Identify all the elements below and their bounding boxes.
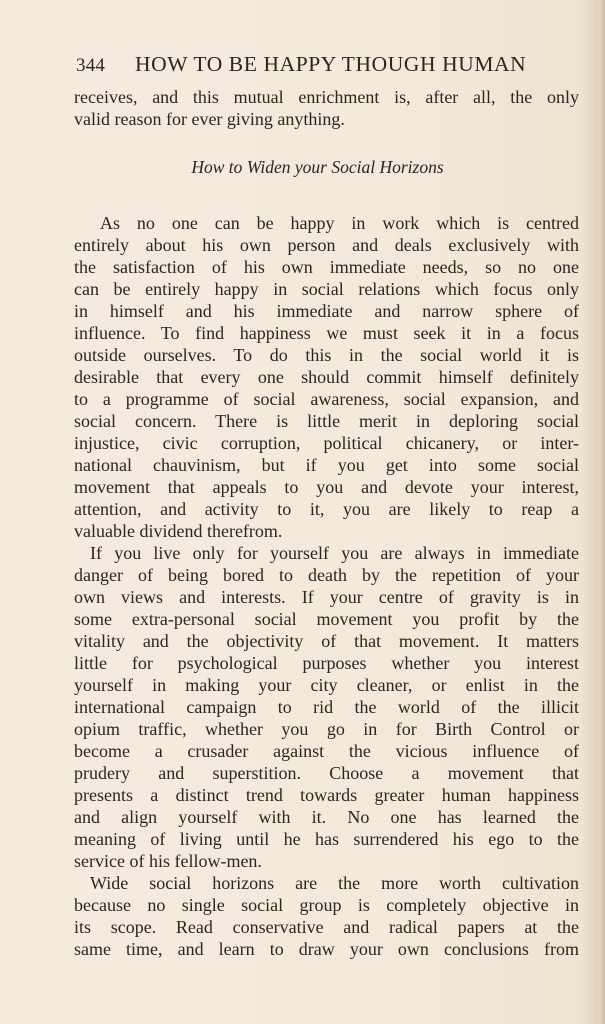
- text-line: If you live only for yourself you are always in immediate: [90, 543, 579, 563]
- heading-spacer: [74, 130, 579, 212]
- body-text: [74, 86, 579, 960]
- text-line: can be entirely happy in social relations which focus only: [74, 279, 579, 299]
- text-line: vitality and the objectivity of that movement. It matters: [74, 631, 579, 651]
- text-line: influence. To find happiness we must seek it in a focus: [74, 323, 579, 343]
- text-line: outside ourselves. To do this in the social world it is: [74, 345, 579, 365]
- page-header: [76, 52, 588, 82]
- text-line: valid reason for ever giving anything.: [74, 109, 345, 129]
- text-line: injustice, civic corruption, political chicanery, or inter-: [74, 433, 579, 453]
- text-line: service of his fellow-men.: [74, 851, 262, 871]
- text-line: in himself and his immediate and narrow sphere of: [74, 301, 579, 321]
- text-line: become a crusader against the vicious influence of: [74, 741, 579, 761]
- running-title: HOW TO BE HAPPY THOUGH HUMAN: [135, 52, 527, 76]
- text-line: and align yourself with it. No one has learned the: [74, 807, 579, 827]
- text-line: presents a distinct trend towards greater human happiness: [74, 785, 579, 805]
- text-line: meaning of living until he has surrendered his ego to the: [74, 829, 579, 849]
- text-line: attention, and activity to it, you are likely to reap a: [74, 499, 579, 519]
- text-line: desirable that every one should commit himself definitely: [74, 367, 579, 387]
- text-line: its scope. Read conservative and radical papers at the: [74, 917, 579, 937]
- text-line: danger of being bored to death by the repetition of your: [74, 565, 579, 585]
- text-line: Wide social horizons are the more worth cultivation: [90, 873, 579, 893]
- paragraph-2: [74, 542, 579, 872]
- page-number: 344: [76, 55, 106, 76]
- text-line: opium traffic, whether you go in for Birth Control or: [74, 719, 579, 739]
- text-line: to a programme of social awareness, social expansion, and: [74, 389, 579, 409]
- paragraph-1: [74, 212, 579, 542]
- page-edge: [599, 0, 605, 1024]
- text-line: As no one can be happy in work which is centred: [100, 213, 579, 233]
- text-line: the satisfaction of his own immediate needs, so no one: [74, 257, 579, 277]
- text-line: little for psychological purposes whether you interest: [74, 653, 579, 673]
- text-line: yourself in making your city cleaner, or enlist in the: [74, 675, 579, 695]
- paragraph-3: [74, 872, 579, 960]
- text-line: valuable dividend therefrom.: [74, 521, 283, 541]
- text-line: movement that appeals to you and devote your interest,: [74, 477, 579, 497]
- text-line: own views and interests. If your centre of gravity is in: [74, 587, 579, 607]
- text-line: receives, and this mutual enrichment is, after all, the only: [74, 87, 579, 107]
- text-line: national chauvinism, but if you get into some social: [74, 455, 579, 475]
- text-line: social concern. There is little merit in deploring social: [74, 411, 579, 431]
- text-line: prudery and superstition. Choose a movement that: [74, 763, 579, 783]
- text-line: because no single social group is completely objective in: [74, 895, 579, 915]
- text-line: same time, and learn to draw your own conclusions from: [74, 939, 579, 959]
- section-heading-text: How to Widen your Social Horizons: [191, 157, 444, 177]
- text-line: entirely about his own person and deals exclusively with: [74, 235, 579, 255]
- text-line: some extra-personal social movement you profit by the: [74, 609, 579, 629]
- text-line: international campaign to rid the world of the illicit: [74, 697, 579, 717]
